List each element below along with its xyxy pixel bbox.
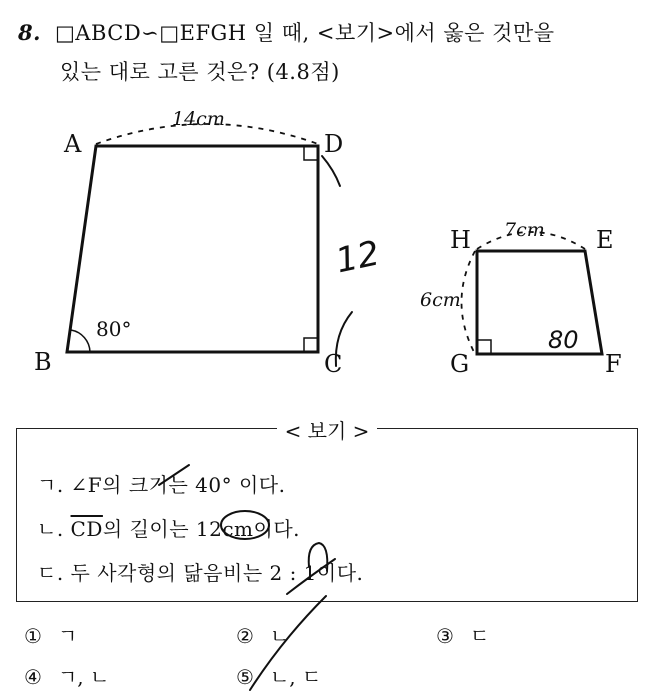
choice-5[interactable] (236, 661, 321, 690)
label-b: B (34, 348, 52, 376)
arc-hg (462, 251, 476, 354)
choice-text: ㄴ (269, 624, 290, 648)
choice-2[interactable] (236, 620, 289, 649)
choice-number: ③ (436, 624, 454, 648)
item-text: 두 사각형의 닮음비는 2 : 1이다. (70, 561, 364, 585)
measure-hg: 6cm (420, 289, 461, 311)
circle-mark-12cm (221, 511, 269, 539)
label-e: E (596, 226, 614, 254)
choice-number: ④ (24, 665, 42, 689)
item-text: 의 길이는 12cm이다. (102, 517, 300, 541)
item-text: ∠F의 크기는 40° 이다. (70, 473, 286, 497)
pencil-stroke-d (322, 156, 340, 186)
item-marker: ㄷ. (37, 561, 64, 585)
handwritten-angle-f: 80 (548, 326, 579, 354)
choice-text: ㄴ, ㄷ (269, 665, 322, 689)
boxed-title: < 보기 > (17, 415, 637, 444)
label-a: A (64, 130, 82, 158)
choice-4[interactable] (24, 661, 109, 690)
right-angle-c (304, 338, 318, 352)
choice-1[interactable] (24, 620, 77, 649)
choice-number: ② (236, 624, 254, 648)
label-c: C (324, 350, 343, 378)
question-line-2: 있는 대로 고른 것은? (4.8점) (60, 60, 340, 84)
strike-mark (159, 465, 189, 485)
choice-3[interactable] (436, 620, 489, 649)
question-text-1: □ABCD∽□EFGH 일 때, <보기>에서 옳은 것만을 (54, 21, 555, 45)
item-marker: ㄴ. (37, 517, 64, 541)
label-h: H (450, 226, 471, 254)
measure-he: 7cm (504, 219, 545, 241)
handwriting-overlay (17, 429, 637, 601)
label-f: F (605, 350, 622, 378)
label-g: G (450, 350, 470, 378)
choice-number: ① (24, 624, 42, 648)
item-marker: ㄱ. (37, 473, 64, 497)
choice-text: ㄱ (57, 624, 78, 648)
question-number: 8. (18, 20, 41, 45)
quad-efgh (477, 251, 602, 354)
choice-number: ⑤ (236, 665, 254, 689)
angle-arc-b (71, 330, 90, 352)
choice-text: ㄱ, ㄴ (57, 665, 110, 689)
right-angle-d (304, 146, 318, 160)
angle-b-label: 80° (96, 317, 132, 341)
label-d: D (324, 130, 344, 158)
choice-text: ㄷ (469, 624, 490, 648)
segment-cd: $\overline{CD}$ (70, 517, 103, 541)
measure-ad: 14cm (172, 108, 225, 130)
boxed-conditions (16, 419, 638, 602)
handwritten-cd-length: 12 (332, 233, 383, 282)
right-angle-g (477, 340, 491, 354)
